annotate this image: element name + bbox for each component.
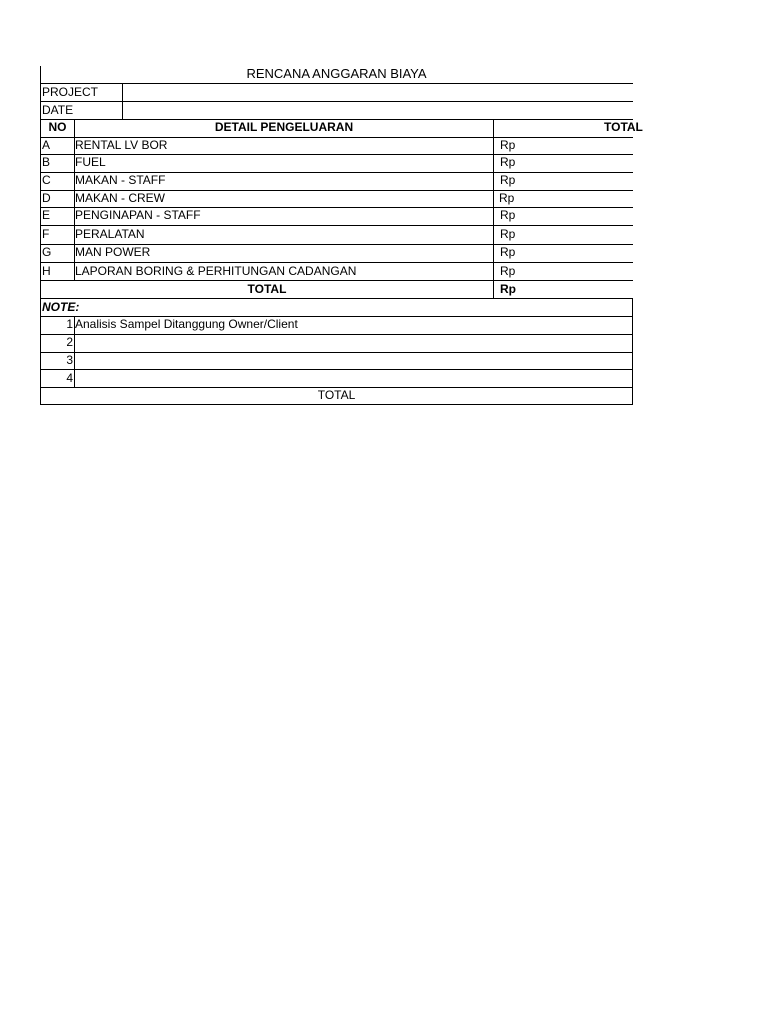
- column-header-total: TOTAL: [604, 120, 643, 134]
- note-text-1: Analisis Sampel Ditanggung Owner/Client: [75, 317, 298, 331]
- note-number-2: 2: [66, 335, 73, 349]
- sheet-title: RENCANA ANGGARAN BIAYA: [246, 66, 427, 81]
- row-currency-g: Rp: [500, 245, 516, 259]
- date-value-cell[interactable]: [126, 102, 626, 119]
- row-no-c: C: [42, 173, 51, 187]
- row-detail-g: MAN POWER: [75, 245, 151, 259]
- total-currency: Rp: [500, 282, 516, 296]
- row-no-b: B: [42, 155, 51, 169]
- row-no-e: E: [42, 208, 51, 222]
- row-detail-c: MAKAN - STAFF: [75, 173, 166, 187]
- row-currency-h: Rp: [500, 264, 516, 278]
- total-label: TOTAL: [247, 282, 287, 296]
- project-value-cell[interactable]: [126, 84, 626, 101]
- row-no-f: F: [42, 227, 50, 241]
- note-text-3: [75, 352, 625, 369]
- note-text-2: [75, 334, 625, 351]
- row-detail-d: MAKAN - CREW: [75, 191, 165, 205]
- footer-total-label: TOTAL: [317, 388, 356, 402]
- row-currency-a: Rp: [500, 138, 516, 152]
- date-label: DATE: [42, 103, 74, 117]
- note-label: NOTE:: [42, 300, 80, 314]
- row-detail-b: FUEL: [75, 155, 106, 169]
- row-currency-d: Rp: [499, 191, 515, 205]
- row-detail-e: PENGINAPAN - STAFF: [75, 208, 201, 222]
- note-number-4: 4: [66, 371, 73, 385]
- row-no-g: G: [42, 245, 52, 259]
- row-currency-e: Rp: [500, 208, 516, 222]
- row-currency-c: Rp: [500, 173, 516, 187]
- column-header-detail: DETAIL PENGELUARAN: [214, 120, 354, 134]
- row-no-a: A: [42, 138, 51, 152]
- note-number-3: 3: [66, 353, 73, 367]
- row-detail-h: LAPORAN BORING & PERHITUNGAN CADANGAN: [75, 264, 357, 278]
- row-no-h: H: [42, 264, 51, 278]
- note-number-1: 1: [66, 317, 73, 331]
- row-no-d: D: [42, 191, 51, 205]
- note-text-4: [75, 370, 625, 387]
- row-currency-b: Rp: [500, 155, 516, 169]
- row-detail-a: RENTAL LV BOR: [75, 138, 168, 152]
- row-currency-f: Rp: [500, 227, 516, 241]
- project-label: PROJECT: [42, 85, 99, 99]
- column-header-no: NO: [48, 120, 67, 134]
- row-detail-f: PERALATAN: [75, 227, 145, 241]
